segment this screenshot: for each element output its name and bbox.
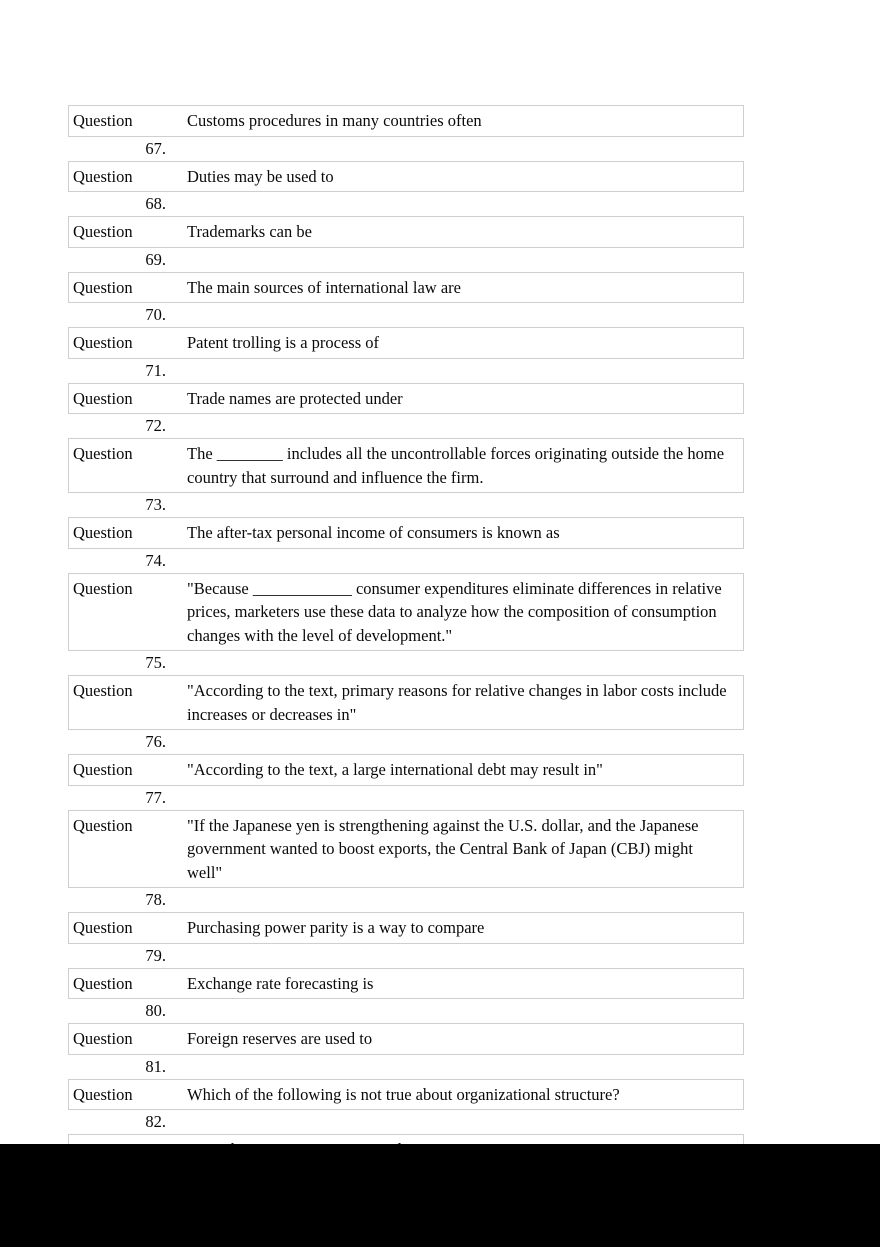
question-number: 75.: [145, 653, 166, 672]
question-row[interactable]: [68, 912, 744, 944]
question-label: Question: [73, 973, 133, 993]
question-text: Customs procedures in many countries often: [187, 111, 482, 130]
question-number: 72.: [145, 416, 166, 435]
question-number: 80.: [145, 1001, 166, 1020]
question-number: 71.: [145, 360, 166, 380]
question-number-row: [68, 999, 744, 1023]
question-label: Question: [73, 681, 133, 700]
bottom-black-band: [0, 1144, 880, 1247]
question-number: 74.: [145, 550, 166, 570]
question-number-row: [68, 786, 744, 810]
question-number-row: [68, 888, 744, 912]
question-label: Question: [73, 760, 133, 779]
question-label: Question: [73, 1084, 133, 1104]
question-row[interactable]: [68, 810, 744, 889]
question-number-row: [68, 1110, 744, 1134]
question-label: Question: [73, 1029, 133, 1048]
question-number: 82.: [145, 1112, 166, 1131]
question-number: 70.: [145, 305, 166, 324]
question-number-row: [68, 137, 744, 161]
question-number: 69.: [145, 249, 166, 269]
question-block: [68, 968, 744, 1024]
question-row[interactable]: [68, 438, 744, 493]
question-text: Purchasing power parity is a way to compare: [187, 918, 485, 937]
question-block: [68, 161, 744, 217]
question-number-row: [68, 651, 744, 675]
question-text: "If the Japanese yen is strengthening against the U.S. dollar, and the Japanese government wanted to boost exports, the Central Bank of Japan (CBJ) might well": [187, 815, 699, 882]
question-number-row: [68, 549, 744, 573]
question-block: [68, 327, 744, 383]
question-number: 76.: [145, 732, 166, 751]
question-block: [68, 272, 744, 328]
question-text: Duties may be used to: [187, 166, 334, 186]
question-label: Question: [73, 523, 133, 542]
question-text: Foreign reserves are used to: [187, 1029, 373, 1048]
question-label: Question: [73, 277, 133, 297]
question-text: Which of the following is not true about organizational structure?: [187, 1084, 620, 1104]
question-number-row: [68, 359, 744, 383]
question-label: Question: [73, 333, 133, 352]
question-block: [68, 438, 744, 517]
question-label: Question: [73, 444, 133, 463]
question-row[interactable]: [68, 968, 744, 1000]
question-number-row: [68, 248, 744, 272]
question-row[interactable]: [68, 327, 744, 359]
question-block: [68, 216, 744, 272]
question-row[interactable]: [68, 216, 744, 248]
question-number: 77.: [145, 787, 166, 807]
question-text: Trade names are protected under: [187, 388, 403, 408]
question-label: Question: [73, 578, 133, 598]
question-block: [68, 1079, 744, 1135]
question-row[interactable]: [68, 517, 744, 549]
question-text: "According to the text, a large international debt may result in": [187, 760, 603, 779]
question-row[interactable]: [68, 161, 744, 193]
question-label: Question: [73, 388, 133, 408]
question-number-row: [68, 414, 744, 438]
question-number: 68.: [145, 194, 166, 213]
question-text: "Because ____________ consumer expenditures eliminate differences in relative prices, marketers use these data to analyze how the composition of consumption changes with the level of development.": [187, 578, 722, 645]
question-text: Patent trolling is a process of: [187, 333, 380, 352]
question-number: 73.: [145, 495, 166, 514]
question-label: Question: [73, 918, 133, 937]
question-row[interactable]: [68, 1079, 744, 1111]
question-block: [68, 810, 744, 913]
question-block: [68, 912, 744, 968]
question-number-row: [68, 493, 744, 517]
question-label: Question: [73, 166, 133, 186]
question-label: Question: [73, 815, 133, 835]
question-number-row: [68, 192, 744, 216]
question-number: 81.: [145, 1056, 166, 1076]
question-number-row: [68, 944, 744, 968]
question-text: The after-tax personal income of consumers is known as: [187, 523, 560, 542]
question-number: 67.: [145, 138, 166, 158]
question-row[interactable]: [68, 383, 744, 415]
question-number-row: [68, 303, 744, 327]
question-number: 78.: [145, 890, 166, 909]
question-block: [68, 1023, 744, 1079]
question-number: 79.: [145, 945, 166, 965]
question-number-row: [68, 1055, 744, 1079]
question-text: The main sources of international law are: [187, 277, 461, 297]
question-row[interactable]: [68, 675, 744, 730]
question-row[interactable]: [68, 105, 744, 137]
question-row[interactable]: [68, 754, 744, 786]
question-row[interactable]: [68, 573, 744, 652]
question-row[interactable]: [68, 272, 744, 304]
question-block: [68, 675, 744, 754]
question-text: "According to the text, primary reasons for relative changes in labor costs include increases or decreases in": [187, 681, 727, 724]
question-label: Question: [73, 222, 133, 241]
question-block: [68, 383, 744, 439]
question-text: Trademarks can be: [187, 222, 312, 241]
question-label: Question: [73, 111, 133, 130]
question-text: The ________ includes all the uncontrollable forces originating outside the home country that surround and influence the firm.: [187, 444, 725, 487]
question-row[interactable]: [68, 1023, 744, 1055]
question-text: Exchange rate forecasting is: [187, 973, 374, 993]
question-block: [68, 517, 744, 573]
question-number-row: [68, 730, 744, 754]
question-block: [68, 754, 744, 810]
question-list: [68, 105, 744, 1166]
question-block: [68, 105, 744, 161]
question-block: [68, 573, 744, 676]
